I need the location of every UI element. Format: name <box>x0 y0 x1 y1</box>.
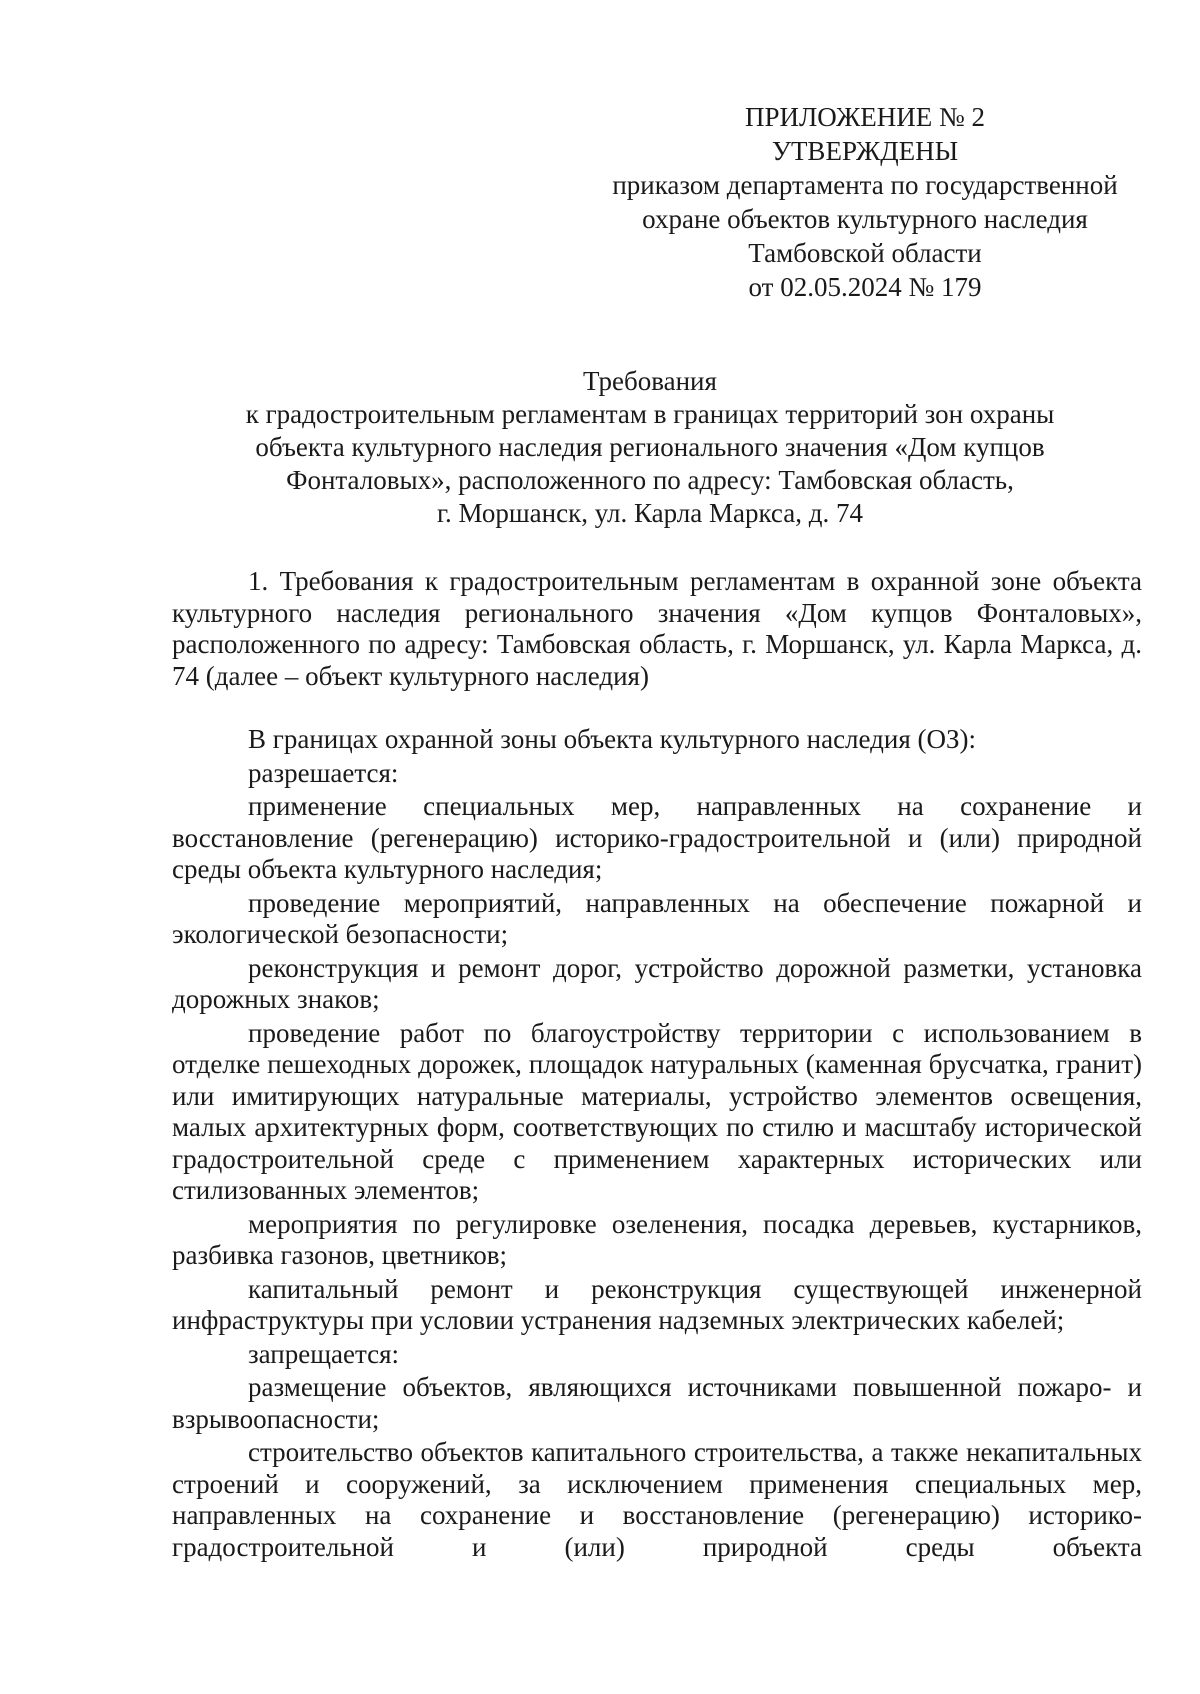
prohibited-item: размещение объектов, являющихся источниками повышенной пожаро- и взрывоопасности; <box>172 1372 1142 1434</box>
appendix-header <box>585 100 1145 304</box>
order-date: от 02.05.2024 № 179 <box>748 272 982 302</box>
title-line: объекта культурного наследия регионального значения «Дом купцов <box>255 432 1045 462</box>
allowed-label: разрешается: <box>248 757 399 788</box>
allowed-item: мероприятия по регулировке озеленения, посадка деревьев, кустарников, разбивка газонов, цветников; <box>172 1208 1142 1270</box>
title-line: г. Моршанск, ул. Карла Маркса, д. 74 <box>437 498 863 528</box>
zone-intro: В границах охранной зоны объекта культурного наследия (ОЗ): <box>248 724 977 754</box>
prohibited-item: строительство объектов капитального строительства, а также некапитальных строений и сооружений, за исключением применения специальных мер, направленных на сохранение и восстановление (регенерацию) историко-градостроительной и (или) природной среды объекта <box>172 1437 1142 1562</box>
title-line: Фонталовых», расположенного по адресу: Тамбовская область, <box>286 465 1014 495</box>
allowed-item: проведение работ по благоустройству территории с использованием в отделке пешеходных дорожек, площадок натуральных (каменная брусчатка, гранит) или имитирующих натуральные материалы, устройство элементов освещения, малых архитектурных форм, соответствующих по стилю и масштабу исторической градостроительной среде с применением характерных исторических или стилизованных элементов; <box>172 1017 1142 1205</box>
order-line: Тамбовской области <box>748 238 982 268</box>
appendix-number: ПРИЛОЖЕНИЕ № 2 <box>744 102 986 132</box>
prohibited-label: запрещается: <box>248 1338 400 1369</box>
allowed-item: реконструкция и ремонт дорог, устройство дорожной разметки, установка дорожных знаков; <box>172 952 1142 1014</box>
title-line: к градостроительным регламентам в границах территорий зон охраны <box>245 399 1055 429</box>
section-1-paragraph: 1. Требования к градостроительным регламентам в охранной зоне объекта культурного наследия регионального значения «Дом купцов Фонталовых», расположенного по адресу: Тамбовская область, г. Моршанск, ул. Карла Маркса, д. 74 (далее – объект культурного наследия) <box>172 566 1142 691</box>
document-body <box>172 566 1142 1565</box>
order-line: приказом департамента по государственной <box>612 170 1118 200</box>
approved-label: УТВЕРЖДЕНЫ <box>771 136 959 166</box>
allowed-item: проведение мероприятий, направленных на обеспечение пожарной и экологической безопасности; <box>172 887 1142 949</box>
allowed-item: применение специальных мер, направленных на сохранение и восстановление (регенерацию) историко-градостроительной и (или) природной среды объекта культурного наследия; <box>172 791 1142 884</box>
allowed-item: капитальный ремонт и реконструкция существующей инженерной инфраструктуры при условии устранения надземных электрических кабелей; <box>172 1273 1142 1335</box>
title-heading: Требования <box>583 366 717 396</box>
order-line: охране объектов культурного наследия <box>642 204 1088 234</box>
document-title <box>170 365 1130 530</box>
